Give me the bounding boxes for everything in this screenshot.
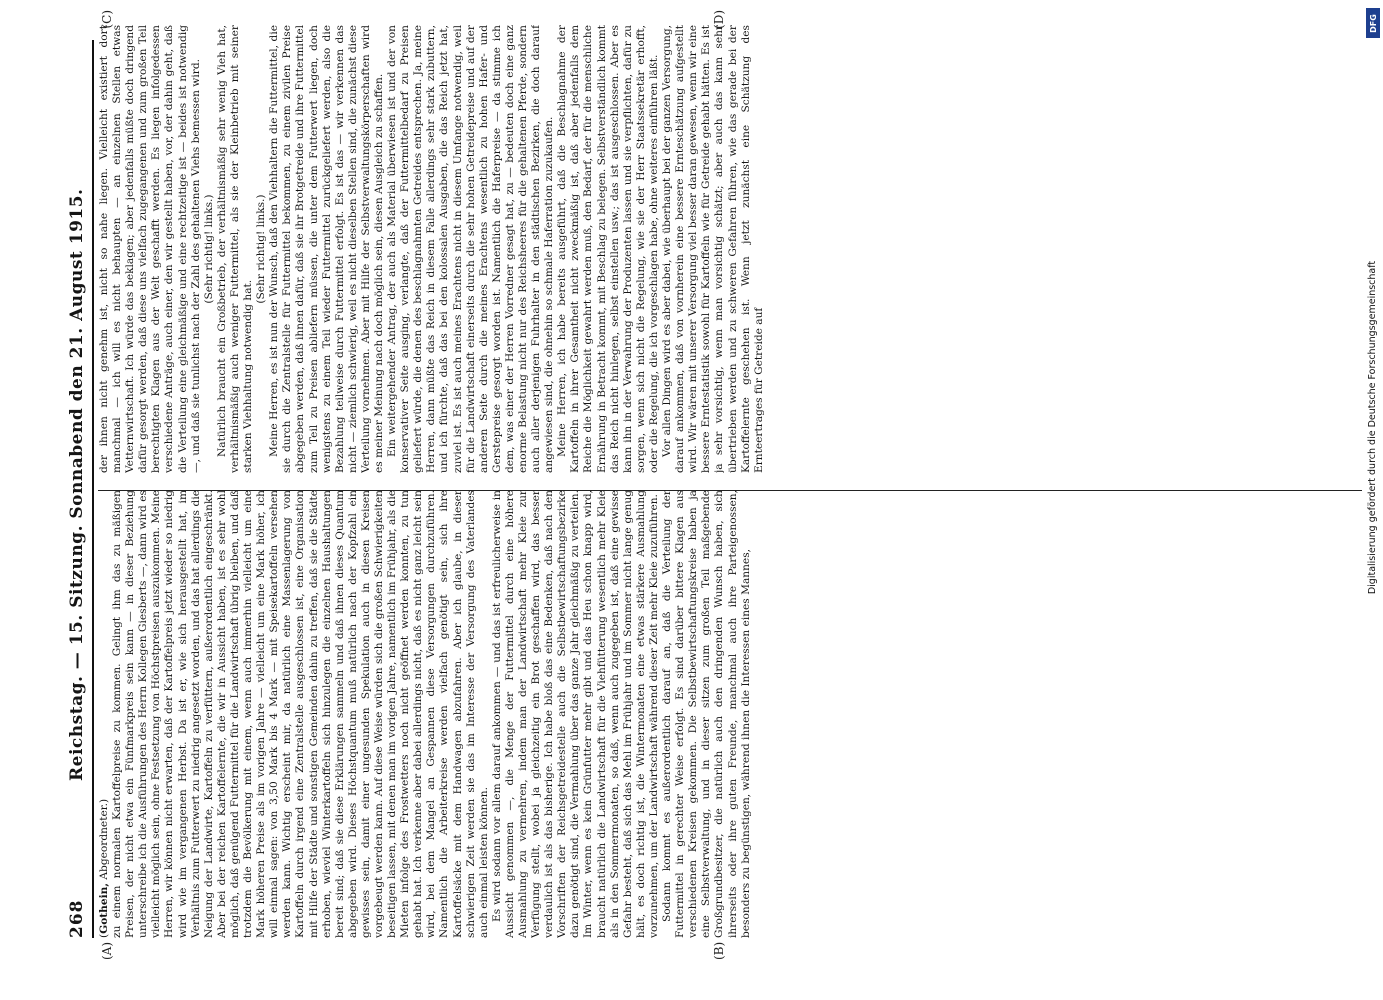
paragraph: Ein weitergehender Antrag, der auch als Material überwiesen ist und der von konservativer Seite ausging, verlangte, daß der Futtermittelbedarf zu Preisen geliefert würde, die denen des beschlagnahmten Getreides entsprechen. Ja, meine Herren, dann müßte das Reich in diesem Falle allerdings sehr stark zubuttern, und ich fürchte, daß das bei den kolossalen Ausgaben, die das Reich jetzt hat, zuviel ist. Es ist auch meines Erachtens nicht in diesem Umfange notwendig, weil für die Landwirtschaft einerseits durch die sehr hohen Getreidepreise und auf der anderen Seite durch die meines Erachtens wesentlich zu hohen Hafer- und Gerstepreise gesorgt worden ist. Namentlich die Haferpreise — da stimme ich dem, was einer der Herren Vorredner gesagt hat, zu — bedeuten doch eine ganz enorme Belastung nicht nur des Reichsheeres für die gehaltenen Pferde, sondern auch aller derjenigen Fuhrhalter in den städtischen Bezirken, die doch darauf angewiesen sind, die ohnehin so schmale Haferration zuzukaufen.	[386, 25, 556, 473]
paragraph: Natürlich braucht ein Großbetrieb, der verhältnismäßig sehr wenig Vieh hat, verhältnismäßig auch weniger Futtermittel, als sie der Kleinbetrieb mit seiner starken Viehhaltung notwendig hat.	[215, 25, 255, 473]
margin-marker-a: (A)	[100, 941, 114, 960]
left-column	[98, 490, 1368, 938]
interjection: (Sehr richtig! links.)	[202, 194, 215, 304]
header-rule	[92, 40, 94, 938]
margin-marker-b: (B)	[712, 941, 726, 960]
paragraph: zu einem normalen Kartoffelpreise zu kommen. Gelingt ihm das zu mäßigen Preisen, der nicht etwa ein Fünfmarkpreis sein kann — in dieser Beziehung unterschreibe ich die Ausführungen des Herrn Kollegen Giesberts —, dann wird es vielleicht möglich sein, ohne Festsetzung von Höchstpreisen auszukommen. Meine Herren, wir können nicht erwarten, daß der Kartoffelpreis jetzt wieder so niedrig wird wie im vergangenen Herbst. Da ist er, wie sich herausgestellt hat, im Verhältnis zum Futterwert zu niedrig angesetzt worden, und das hat allerdings die Neigung der Landwirte, Kartoffeln zu verfüttern, außerordentlich eingeschränkt. Aber bei der reichen Kartoffelernte, die wir in Aussicht haben, ist es sehr wohl möglich, daß genügend Futtermittel für die Landwirtschaft übrig bleiben, und daß trotzdem die Bevölkerung mit einem, wenn auch immerhin vielleicht um eine Mark höheren Preise als im vorigen Jahre — vielleicht um eine Mark höher, ich will einmal sagen: von 3,50 Mark bis 4 Mark — mit Speisekartoffeln versehen werden kann. Wichtig erscheint mir, da natürlich eine Massenlagerung von Kartoffeln durch irgend eine Zentralstelle ausgeschlossen ist, eine Organisation mit Hilfe der Städte und sonstigen Gemeinden dahin zu treffen, daß sie die Städte erhoben, wieviel Winterkartoffeln sich hinzulegen die einzelnen Haushaltungen bereit sind; daß sie diese Erklärungen sammeln und daß ihnen dieses Quantum abgegeben wird. Dieses Höchstquantum muß natürlich nach der Kopfzahl ein gewisses sein, damit einer ungesunden Spekulation auch in diesen Kreisen vorgebeugt werden kann. Auf diese Weise würden sich die großen Schwierigkeiten beseitigen lassen, mit denen man im vorigen Jahre, namentlich im Frühjahr, als die Mieten infolge des Frostwetters noch nicht geöffnet werden konnten, zu tun gehabt hat. Ich verkenne aber dabei allerdings nicht, daß es nicht ganz leicht sein wird, bei dem Mangel an Gespannen diese Versorgungen durchzuführen. Namentlich die Arbeiterkreise werden vielfach genötigt sein, sich ihre Kartoffelsäcke mit dem Handwagen abzufahren. Aber ich glaube, in dieser schwierigen Zeit werden sie das im Interesse der Versorgung des Vaterlandes auch einmal leisten können.	[111, 490, 490, 938]
digitization-note: Digitalisierung gefördert durch die Deutsche Forschungsgemeinschaft	[1367, 260, 1379, 594]
speaker-name: Gothein,	[98, 882, 110, 934]
margin-marker-c: (C)	[100, 10, 114, 29]
paragraph: Es wird sodann vor allem darauf ankommen — und das ist erfreulicherweise in Aussicht genommen —, die Menge der Futtermittel durch eine höhere Ausmahlung zu vermehren, indem man der Landwirtschaft mehr Kleie zur Verfügung stellt, wobei ja gleichzeitig ein Brot geschaffen wird, das besser verdaulich ist als das bisherige. Ich habe bloß das eine Bedenken, daß nach den Vorschriften der Reichsgetreidestelle auch die Selbstbewirtschaftungsbezirke dazu genötigt sind, die Vermahlung über das ganze Jahr gleichmäßig zu verteilen. Im Winter, wenn es kein Grünfutter mehr gibt und das Heu schon knapp wird, braucht natürlich die Landwirtschaft für die Viehfütterung wesentlich mehr Kleie als in den Sommermonaten, so daß, wenn auch zugegeben ist, daß eine gewisse Gefahr besteht, daß sich das Mehl im Frühjahr und im Sommer nicht lange genug hält, es doch richtig ist, die Wintermonaten eine etwas stärkere Ausmahlung vorzunehmen, um der Landwirtschaft während dieser Zeit mehr Kleie zuzuführen.	[490, 490, 660, 938]
page-number: 268	[67, 899, 87, 938]
page-header	[66, 40, 88, 938]
speaker-line: (Gothein, Abgeordneter.)	[98, 798, 110, 938]
paragraph: Vor allen Dingen wird es aber dabei, wie überhaupt bei der ganzen Versorgung, darauf ankommen, daß von vornherein eine bessere Ernteschätzung aufgestellt wird. Wir wären mit unserer Versorgung viel besser daran gewesen, wenn wir eine bessere Erntestatistik sowohl für Kartoffeln wie für Getreide gehabt hätten. Es ist ja sehr vorsichtig, wenn man vorsichtig schätzt; aber auch das kann sehr übertrieben werden und zu schweren Gefahren führen, wie das gerade bei der Kartoffelernte geschehen ist. Wenn jetzt zunächst eine Schätzung des Ernteertrages für Getreide auf	[661, 25, 765, 473]
top-margin	[0, 0, 62, 1000]
column-divider	[98, 490, 1363, 491]
right-column	[98, 25, 1368, 473]
paragraph: Meine Herren, es ist nun der Wunsch, daß den Viehhaltern die Futtermittel, die sie durch die Zentralstelle für Futtermittel bekommen, zu einem zivilen Preise abgegeben werden, daß ihnen dafür, daß sie ihr Brotgetreide und ihre Futtermittel zum Teil zu Preisen abliefern müssen, die unter dem Futterwert liegen, doch wenigstens zu einem Teil wieder Futtermittel zurückgeliefert werden, also die Bezahlung teilweise durch Futtermittel erfolgt. Es ist das — wir verkennen das nicht — ziemlich schwierig, weil es nicht dieselben Stellen sind, die zunächst diese Verteilung vornehmen. Aber mit Hilfe der Selbstverwaltungskörperschaften wird es meiner Meinung nach doch möglich sein, diesen Ausgleich zu schaffen.	[268, 25, 385, 473]
speaker-role: Abgeordneter.	[98, 803, 110, 880]
dfg-logo: DFG	[1366, 8, 1380, 38]
page-title: Reichstag. — 15. Sitzung. Sonnabend den 21. August 1915.	[67, 188, 87, 781]
paragraph: Meine Herren, ich habe bereits ausgeführt, daß die Beschlagnahme der Kartoffeln in ihrer Gesamtheit nicht zweckmäßig ist, daß aber jedenfalls dem Reiche die Möglichkeit gewahrt werden muß, den Bedarf, der für die menschliche Ernährung in Betracht kommt, mit Beschlag zu belegen. Selbstverständlich kommt das Reich nicht hinlegen, selbst einstellen usw.; das ist ausgeschlossen. Aber es kann ihn in der Verwahrung der Produzenten lassen und sie verpflichten, dafür zu sorgen, wenn sich nicht die Regelung, wie sie der Herr Staatssekretär erhofft, oder die Regelung, die ich vorgeschlagen habe, ohne weiteres einführen läßt.	[556, 25, 660, 473]
margin-marker-d: (D)	[712, 10, 726, 29]
paragraph: Sodann kommt es außerordentlich darauf an, daß die Verteilung der Futtermittel in gerechter Weise erfolgt. Es sind darüber bittere Klagen aus verschiedenen Kreisen gekommen. Die Selbstbewirtschaftungskreise haben ja eine Selbstverwaltung, und in dieser sitzen zum großen Teil maßgebende Großgrundbesitzer, die natürlich auch den dringenden Wunsch haben, sich ihrerseits oder ihre guten Freunde, manchmal auch ihre Parteigenossen, besonders zu begünstigen, während ihnen die Interessen eines Mannes,	[661, 490, 752, 938]
paragraph: der ihnen nicht genehm ist, nicht so nahe liegen. Vielleicht existiert dort manchmal — ich will es nicht behaupten — an einzelnen Stellen etwas Vetternwirtschaft. Ich würde das beklagen; aber jedenfalls müßte doch dringend dafür gesorgt werden, daß diese uns vielfach zugegangenen und zum großen Teil berechtigten Klagen aus der Welt geschafft werden. Es liegen infolgedessen verschiedene Anträge, auch einer, den wir gestellt haben, vor, der dahin geht, daß die Verteilung eine gleichmäßige und eine rechtzeitige ist — beides ist notwendig —, und daß sie tunlichst nach der Zahl des gehaltenen Viehs bemessen wird.	[98, 25, 202, 473]
interjection: (Sehr richtig! links.)	[255, 194, 268, 304]
